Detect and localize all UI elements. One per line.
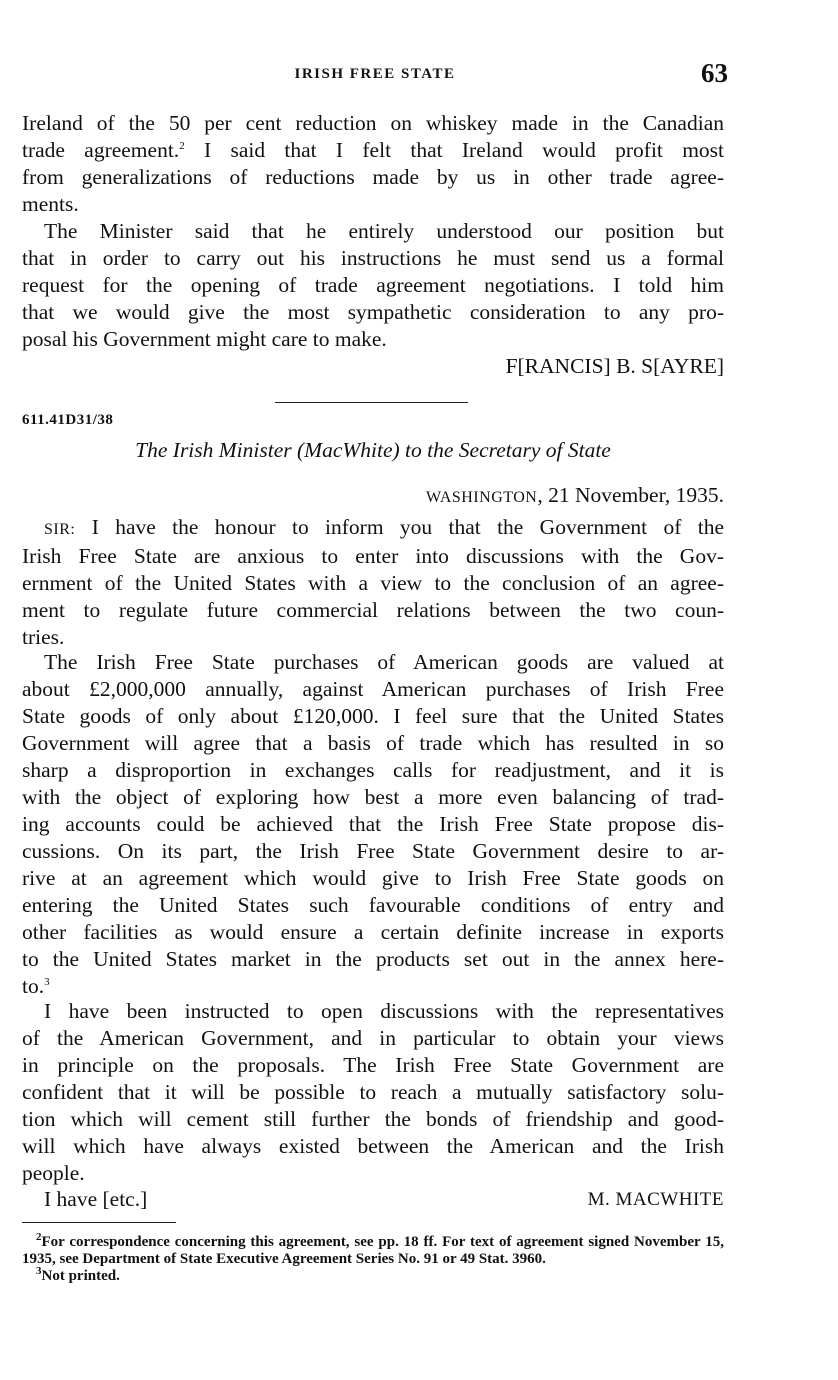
text-line: with the object of exploring how best a more even balancing of trad- [22, 785, 724, 809]
text-line: confident that it will be possible to reach a mutually satisfactory solu- [22, 1080, 724, 1104]
continued-paragraph-1 [22, 110, 724, 218]
text-line: that in order to carry out his instructions he must send us a formal [22, 246, 724, 270]
dateline [22, 482, 724, 511]
running-title: IRISH FREE STATE [294, 66, 456, 82]
page-number: 63 [701, 58, 728, 88]
text-line: Ireland of the 50 per cent reduction on whiskey made in the Canadian [22, 111, 724, 135]
complimentary-close: I have [etc.] [44, 1187, 148, 1211]
text-line: to.$^3$ [22, 974, 50, 998]
text-line: people. [22, 1161, 85, 1185]
text-line: The Irish Free State purchases of American goods are valued at [44, 650, 724, 674]
text-line: trade agreement.$^2$ I said that I felt that Ireland would profit most [22, 138, 725, 162]
text-line: rive at an agreement which would give to Irish Free State goods on [22, 866, 724, 890]
text-line: entering the United States such favourable conditions of entry and [22, 893, 724, 917]
place: WASHINGTON [425, 489, 538, 506]
footnote-3: $^3$Not printed. [36, 1265, 120, 1284]
signer: M. MACWHITE [587, 1189, 724, 1210]
text-line: ing accounts could be achieved that the Irish Free State propose dis- [22, 812, 724, 836]
letter-paragraph-3 [22, 998, 724, 1187]
text-line: other facilities as would ensure a certain definite increase in exports [22, 920, 724, 944]
date: , 21 November, 1935. [537, 483, 724, 507]
closing-line [22, 1186, 724, 1214]
text-line: ments. [22, 192, 79, 216]
text-line: ernment of the United States with a view to the conclusion of an agree- [22, 571, 724, 595]
text-line: sharp a disproportion in exchanges calls for readjustment, and it is [22, 758, 724, 782]
salutation: SIR: [44, 521, 76, 538]
file-reference: 611.41D31/38 [22, 412, 114, 428]
text-line: SIR: I have the honour to inform you that the Government of the [44, 515, 725, 539]
continued-paragraph-2 [22, 218, 724, 380]
footnote-mark: 3 [36, 1265, 42, 1277]
text-line: tion which will cement still further the bonds of friendship and good- [22, 1107, 724, 1131]
letter-paragraph-1 [22, 514, 724, 651]
text-line: cussions. On its part, the Irish Free State Government desire to ar- [22, 839, 724, 863]
page-header [22, 58, 728, 94]
footnote-2: $^2$For correspondence concerning this agreement, see pp. 18 ff. For text of agreement signed November 15, 1935, see Department of State Executive Agreement Series No. 91 or 49 Stat. 3960. [22, 1231, 724, 1267]
text-line: that we would give the most sympathetic consideration to any pro- [22, 300, 724, 324]
text-line: of the American Government, and in particular to obtain your views [22, 1026, 724, 1050]
document-title: The Irish Minister (MacWhite) to the Secretary of State [135, 438, 611, 462]
footnote-ref: 2 [179, 139, 185, 152]
text-line: posal his Government might care to make. [22, 327, 387, 351]
text-line: The Minister said that he entirely understood our position but [44, 219, 724, 243]
text-line: State goods of only about £120,000. I feel sure that the United States [22, 704, 724, 728]
text-line: ment to regulate future commercial relations between the two coun- [22, 598, 724, 622]
text-line: tries. [22, 625, 65, 649]
footnotes [22, 1231, 724, 1285]
text-line: in principle on the proposals. The Irish Free State Government are [22, 1053, 724, 1077]
signature-sayre: F[RANCIS] B. S[AYRE] [505, 354, 724, 378]
text-line: will which have always existed between the American and the Irish [22, 1134, 724, 1158]
text-line: Irish Free State are anxious to enter into discussions with the Gov- [22, 544, 724, 568]
text-line: from generalizations of reductions made by us in other trade agree- [22, 165, 724, 189]
text-line: to the United States market in the products set out in the annex here- [22, 947, 724, 971]
letter-paragraph-2 [22, 649, 724, 1000]
text-line: request for the opening of trade agreement negotiations. I told him [22, 273, 724, 297]
section-divider [275, 402, 468, 403]
footnote-mark: 2 [36, 1231, 42, 1243]
text-line: Government will agree that a basis of trade which has resulted in so [22, 731, 724, 755]
footnote-rule [22, 1222, 176, 1223]
text-line: about £2,000,000 annually, against American purchases of Irish Free [22, 677, 724, 701]
text-line: I have been instructed to open discussions with the representatives [44, 999, 724, 1023]
footnote-ref: 3 [44, 975, 50, 988]
